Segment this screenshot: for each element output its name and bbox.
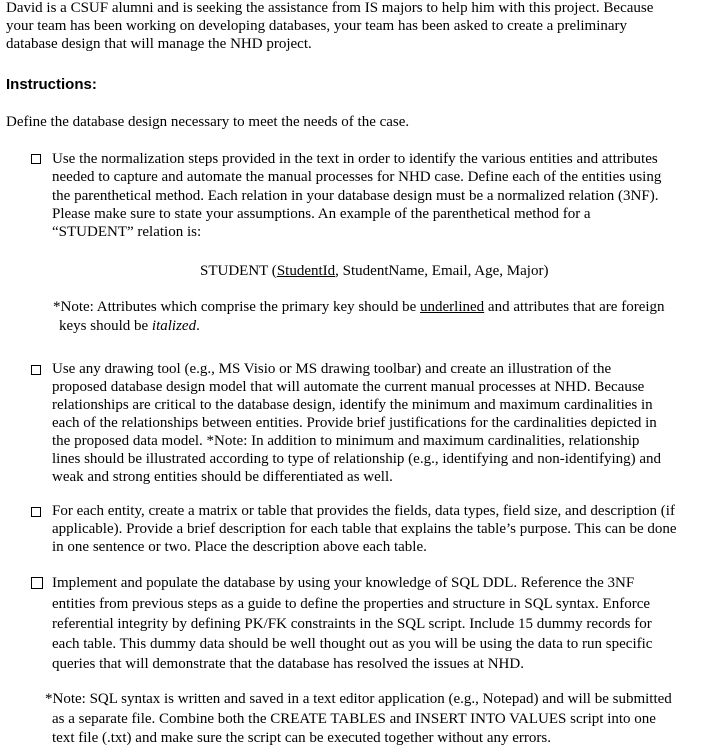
intro-line: your team has been working on developing databases, your team has been asked to create a preliminary bbox=[6, 18, 628, 34]
item-line: weak and strong entities should be differentiated as well. bbox=[52, 469, 393, 485]
note-line: *Note: Attributes which comprise the primary key should be underlined and attributes that are foreign bbox=[53, 299, 665, 315]
intro-line: David is a CSUF alumni and is seeking the assistance from IS majors to help him with this project. Because bbox=[6, 0, 654, 16]
item-line: queries that will demonstrate that the database has resolved the issues at NHD. bbox=[52, 656, 524, 672]
item-line: needed to capture and automate the manual processes for NHD case. Define each of the entities using bbox=[52, 169, 662, 185]
underlined-word: underlined bbox=[420, 299, 485, 315]
note-line: keys should be italized. bbox=[59, 318, 200, 334]
define-line: Define the database design necessary to meet the needs of the case. bbox=[6, 114, 410, 130]
intro-line: database design that will manage the NHD project. bbox=[6, 36, 312, 52]
checkbox-icon bbox=[31, 365, 41, 375]
item-line: each table. This dummy data should be well thought out as you will be using the data to run specific bbox=[52, 636, 653, 652]
checkbox-icon bbox=[31, 154, 41, 164]
item-line: each of the relationships between entities. Provide brief justifications for the cardinalities depicted in bbox=[52, 415, 657, 431]
item-line: Use any drawing tool (e.g., MS Visio or MS drawing toolbar) and create an illustration of the bbox=[52, 361, 612, 377]
instructions-heading: Instructions: bbox=[6, 76, 97, 93]
primary-key-attribute: StudentId bbox=[276, 263, 336, 279]
sql-note-line: as a separate file. Combine both the CREATE TABLES and INSERT INTO VALUES script into one bbox=[52, 711, 656, 727]
sql-note-line: text file (.txt) and make sure the script can be executed together without any errors. bbox=[52, 730, 551, 746]
item-line: “STUDENT” relation is: bbox=[52, 224, 202, 240]
sql-note-line: *Note: SQL syntax is written and saved in a text editor application (e.g., Notepad) and will be submitted bbox=[45, 691, 672, 707]
item-line: proposed database design model that will automate the current manual processes at NHD. Because bbox=[52, 379, 645, 395]
item-line: applicable). Provide a brief description for each table that explains the table’s purpose. This can be done bbox=[52, 521, 677, 537]
checkbox-icon bbox=[31, 507, 41, 517]
student-relation-example bbox=[200, 262, 548, 281]
item-line: the proposed data model. *Note: In addition to minimum and maximum cardinalities, relationship bbox=[52, 433, 640, 449]
example-prefix: STUDENT ( bbox=[200, 263, 277, 279]
item-line: referential integrity by defining PK/FK constraints in the SQL script. Include 15 dummy records for bbox=[52, 616, 652, 632]
item-line: in one sentence or two. Place the description above each table. bbox=[52, 539, 427, 555]
italic-word: italized bbox=[151, 318, 197, 334]
item-line: Use the normalization steps provided in the text in order to identify the various entities and attributes bbox=[52, 151, 658, 167]
item-line: Please make sure to state your assumptions. An example of the parenthetical method for a bbox=[52, 206, 591, 222]
item-line: relationships are critical to the database design, identify the minimum and maximum cardinalities in bbox=[52, 397, 653, 413]
item-line: Implement and populate the database by using your knowledge of SQL DDL. Reference the 3NF bbox=[52, 575, 635, 591]
example-attributes: , StudentName, Email, Age, Major) bbox=[335, 263, 549, 279]
item-line: lines should be illustrated according to type of relationship (e.g., identifying and non-identifying) and bbox=[52, 451, 662, 467]
item-line: the parenthetical method. Each relation in your database design must be a normalized relation (3NF). bbox=[52, 188, 659, 204]
item-line: For each entity, create a matrix or table that provides the fields, data types, field size, and description (if bbox=[52, 503, 675, 519]
item-line: entities from previous steps as a guide to define the properties and structure in SQL syntax. Enforce bbox=[52, 596, 651, 612]
checkbox-icon bbox=[31, 577, 43, 589]
